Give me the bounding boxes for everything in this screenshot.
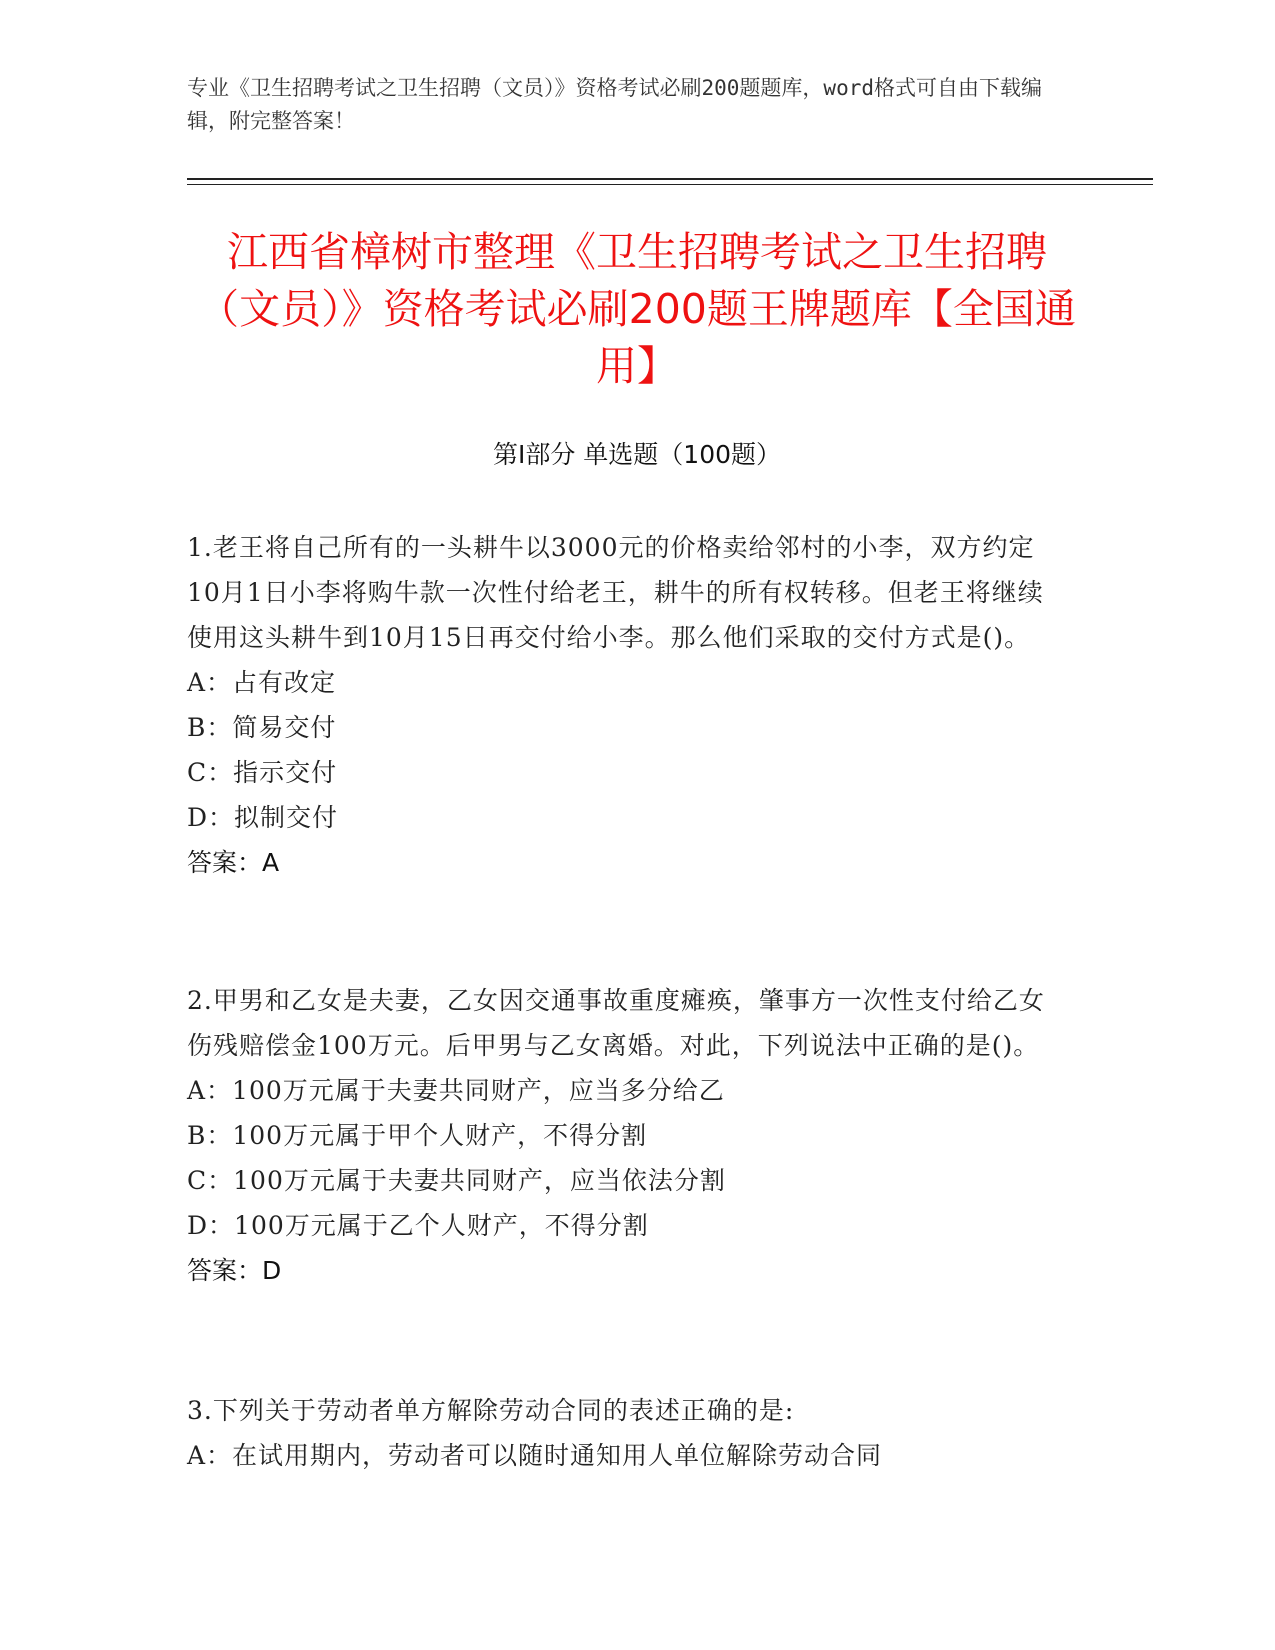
question-stem: 3.下列关于劳动者单方解除劳动合同的表述正确的是: (187, 1396, 795, 1425)
option-c: C：100万元属于夫妻共同财产，应当依法分割 (187, 1166, 726, 1195)
option-b: B：100万元属于甲个人财产，不得分割 (187, 1121, 648, 1150)
header-note: 专业《卫生招聘考试之卫生招聘（文员）》资格考试必刷200题题库，word格式可自由下载编辑，附完整答案！ (187, 76, 1042, 133)
answer-label: 答案：A (187, 848, 280, 877)
option-d: D：100万元属于乙个人财产，不得分割 (187, 1211, 649, 1240)
option-c: C：指示交付 (187, 758, 338, 787)
header-divider-thin (187, 184, 1153, 185)
question-block (187, 978, 1067, 1293)
answer-label: 答案：D (187, 1256, 282, 1285)
question-stem: 1.老王将自己所有的一头耕牛以3000元的价格卖给邻村的小李，双方约定10月1日小李将购牛款一次性付给老王，耕牛的所有权转移。但老王将继续使用这头耕牛到10月15日再交付给小李。那么他们采取的交付方式是()。 (187, 533, 1044, 652)
option-a: A：100万元属于夫妻共同财产，应当多分给乙 (187, 1076, 725, 1105)
question-stem: 2.甲男和乙女是夫妻，乙女因交通事故重度瘫痪，肇事方一次性支付给乙女伤残赔偿金100万元。后甲男与乙女离婚。对此，下列说法中正确的是()。 (187, 986, 1045, 1060)
question-block (187, 1388, 1067, 1478)
document-title: 江西省樟树市整理《卫生招聘考试之卫生招聘（文员）》资格考试必刷200题王牌题库【全国通用】 (198, 228, 1076, 390)
option-d: D：拟制交付 (187, 803, 339, 832)
header-divider-thick (187, 178, 1153, 180)
section-title: 第Ⅰ部分 单选题（100题） (492, 440, 782, 469)
option-b: B：简易交付 (187, 713, 337, 742)
option-a: A：在试用期内，劳动者可以随时通知用人单位解除劳动合同 (187, 1441, 883, 1470)
option-a: A：占有改定 (187, 668, 337, 697)
question-block (187, 525, 1067, 885)
